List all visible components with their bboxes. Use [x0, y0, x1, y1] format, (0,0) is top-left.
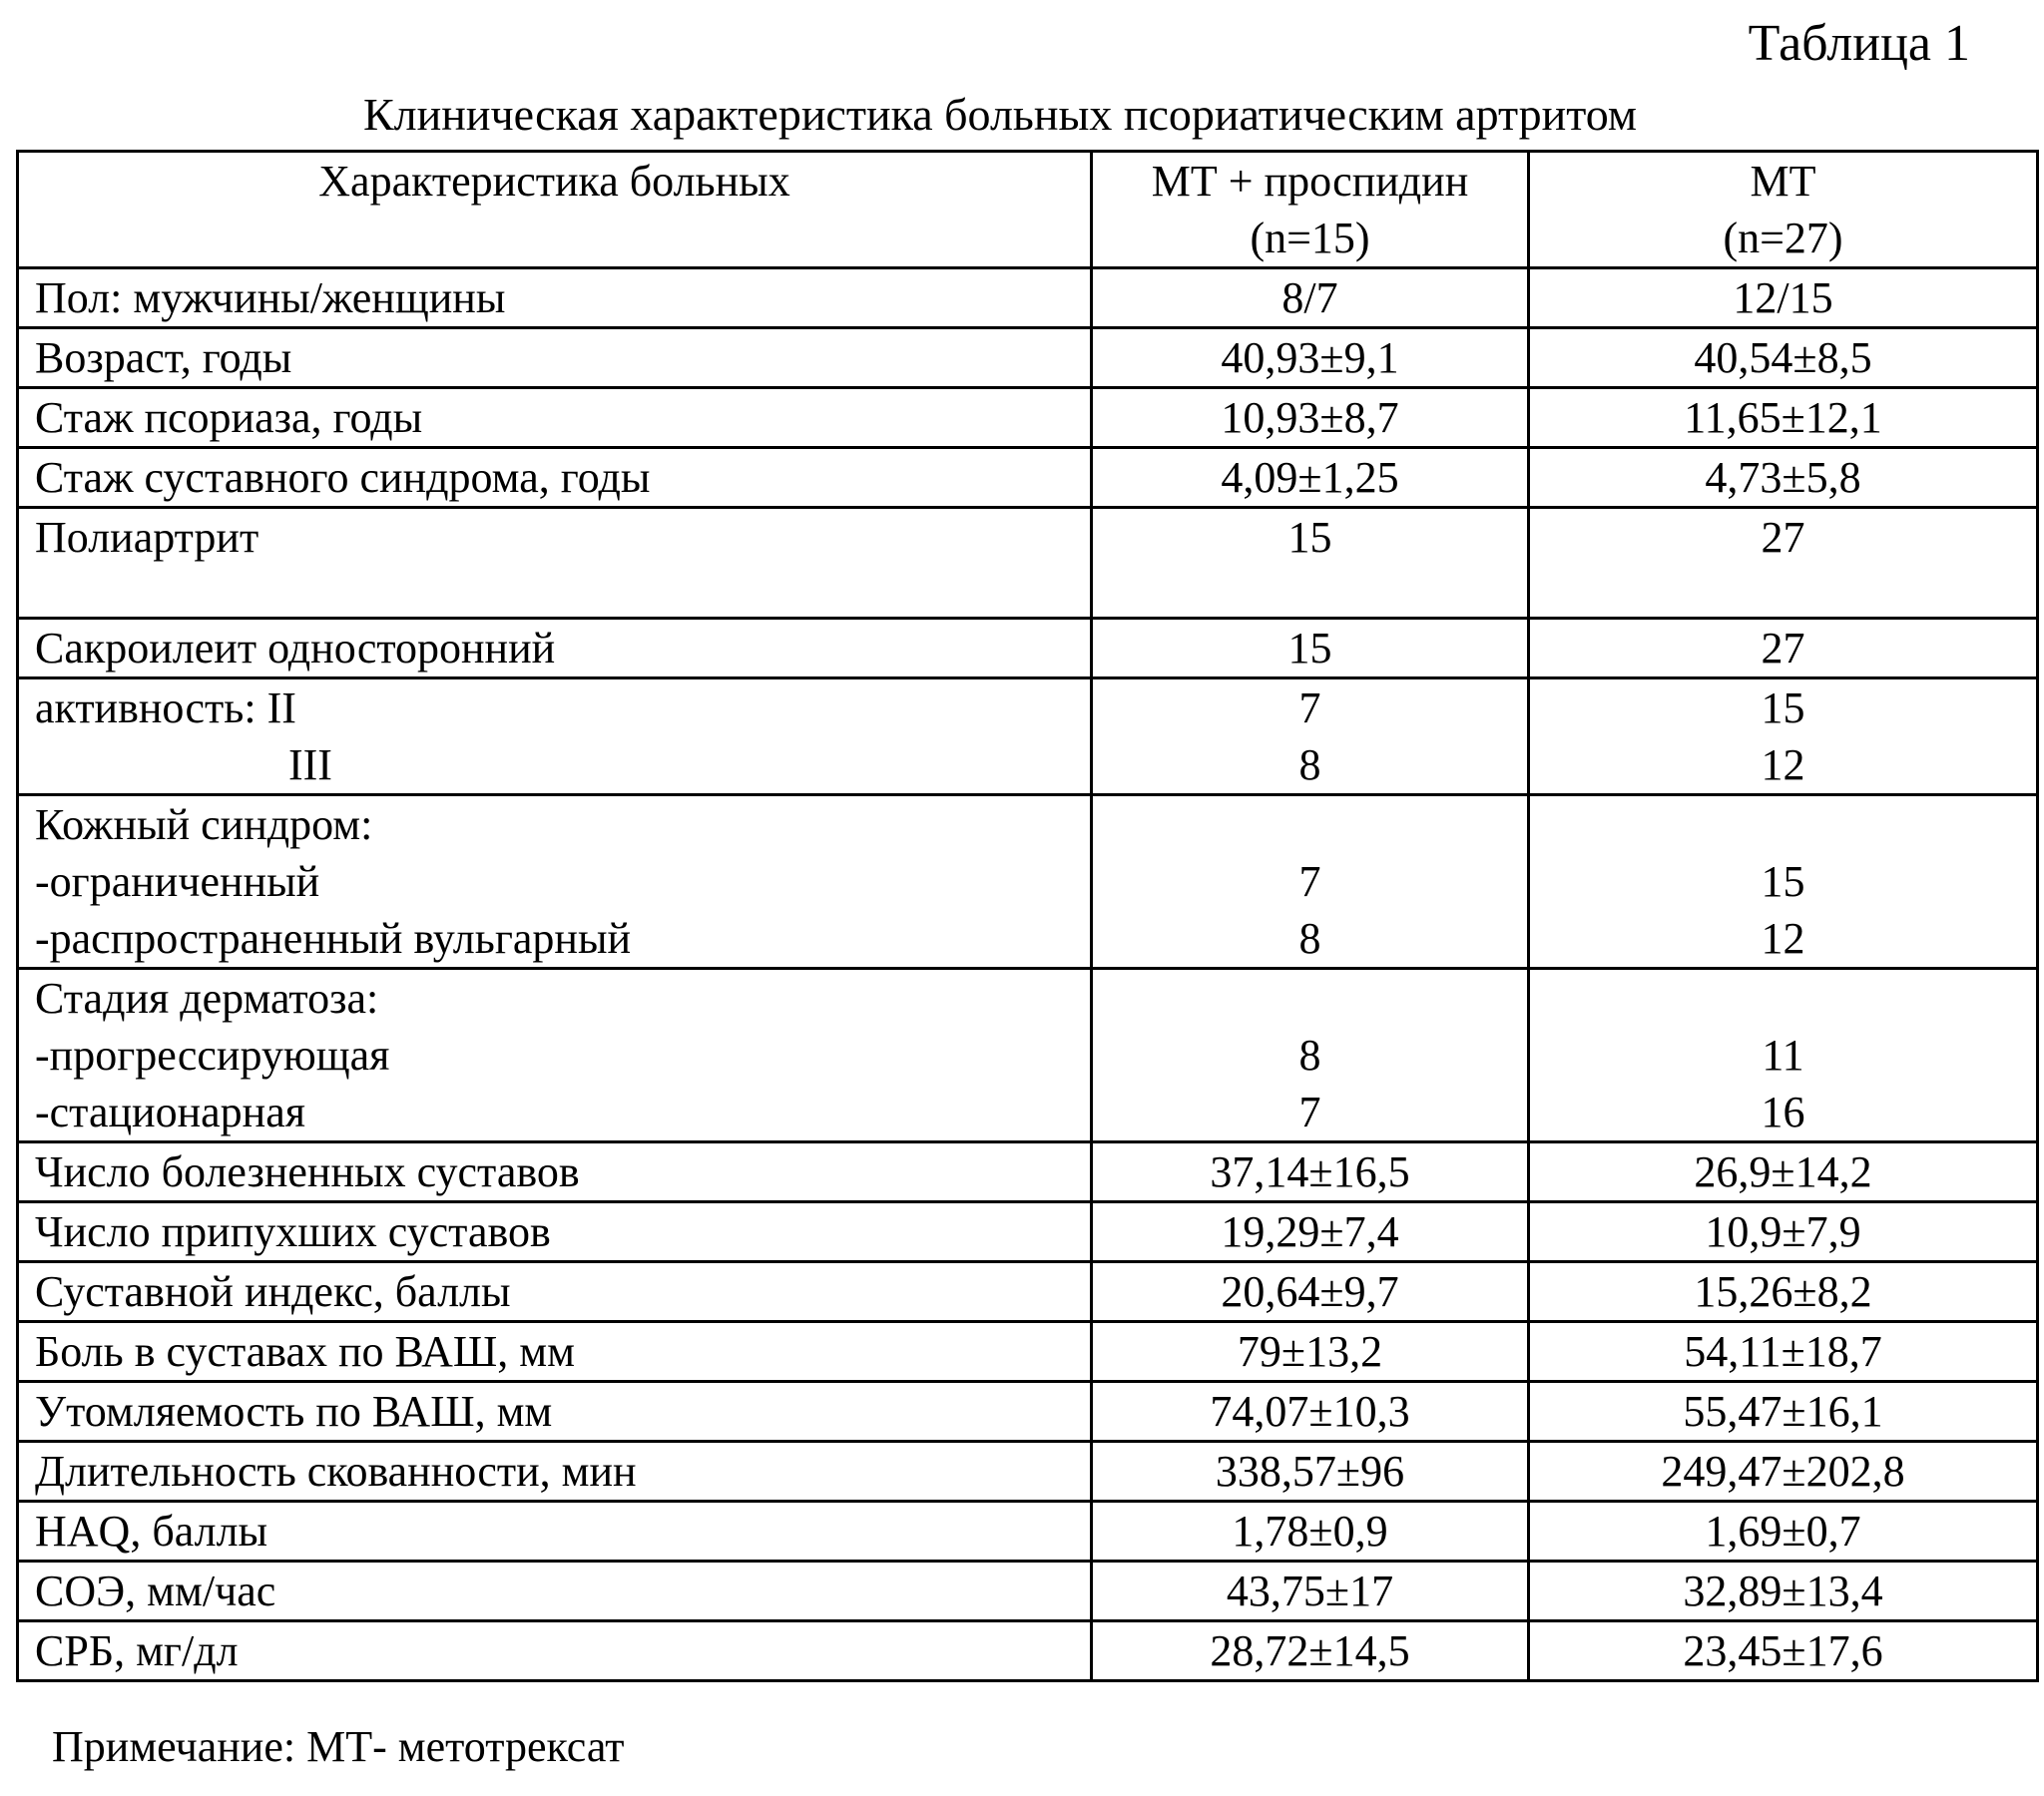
row-label-line: -распространенный вульгарный — [35, 914, 632, 963]
row-value-group2: 55,47±16,1 — [1529, 1382, 2038, 1442]
clinical-characteristics-table — [16, 150, 2039, 1682]
row-value-group2: 23,45±17,6 — [1529, 1621, 2038, 1681]
table-row — [18, 388, 2038, 448]
table-row — [18, 795, 2038, 969]
row-label-line: -стационарная — [35, 1088, 305, 1136]
row-label: Длительность скованности, мин — [18, 1442, 1092, 1502]
row-value-group2: 40,54±8,5 — [1529, 328, 2038, 388]
row-label-line: -ограниченный — [35, 857, 320, 906]
row-label: Суставной индекс, баллы — [18, 1262, 1092, 1322]
row-label: Полиартрит — [18, 508, 1092, 619]
header-group-mt-prospidin: МТ + проспидин (n=15) — [1092, 152, 1529, 268]
table-row — [18, 1382, 2038, 1442]
row-value-group2: 11 16 — [1529, 969, 2038, 1142]
row-value-group1: 8 7 — [1092, 969, 1529, 1142]
row-label: Стаж суставного синдрома, годы — [18, 448, 1092, 508]
row-value-group1: 10,93±8,7 — [1092, 388, 1529, 448]
table-header-row — [18, 152, 2038, 268]
table-row — [18, 1442, 2038, 1502]
row-value-group1: 79±13,2 — [1092, 1322, 1529, 1382]
row-label: Число болезненных суставов — [18, 1142, 1092, 1202]
row-label: СОЭ, мм/час — [18, 1562, 1092, 1621]
row-value-group1: 15 — [1092, 619, 1529, 678]
row-value-group1: 15 — [1092, 508, 1529, 619]
row-value-group1: 37,14±16,5 — [1092, 1142, 1529, 1202]
row-label: СРБ, мг/дл — [18, 1621, 1092, 1681]
table-title: Клиническая характеристика больных псориатическим артритом — [363, 89, 1638, 140]
row-value-group2: 1,69±0,7 — [1529, 1502, 2038, 1562]
row-value-group2: 15,26±8,2 — [1529, 1262, 2038, 1322]
row-label: Стаж псориаза, годы — [18, 388, 1092, 448]
table-note: Примечание: МТ- метотрексат — [52, 1722, 625, 1771]
row-value-group1: 338,57±96 — [1092, 1442, 1529, 1502]
header-group-mt: МТ (n=27) — [1529, 152, 2038, 268]
row-value-group1: 43,75±17 — [1092, 1562, 1529, 1621]
table-row — [18, 1562, 2038, 1621]
row-value-group1: 7 8 — [1092, 678, 1529, 795]
row-value-group2: 10,9±7,9 — [1529, 1202, 2038, 1262]
table-row — [18, 268, 2038, 328]
row-value-group1: 74,07±10,3 — [1092, 1382, 1529, 1442]
row-value-group1: 40,93±9,1 — [1092, 328, 1529, 388]
row-label: Утомляемость по ВАШ, мм — [18, 1382, 1092, 1442]
table-row — [18, 448, 2038, 508]
row-value-group1: 8/7 — [1092, 268, 1529, 328]
row-label-line: Стадия дерматоза: — [35, 974, 379, 1023]
row-label: Число припухших суставов — [18, 1202, 1092, 1262]
row-value-group2: 27 — [1529, 508, 2038, 619]
row-value-group2: 54,11±18,7 — [1529, 1322, 2038, 1382]
row-label: Пол: мужчины/женщины — [18, 268, 1092, 328]
row-value-group2: 15 12 — [1529, 795, 2038, 969]
table-row — [18, 1262, 2038, 1322]
row-value-group2: 27 — [1529, 619, 2038, 678]
row-value-group1: 4,09±1,25 — [1092, 448, 1529, 508]
row-label — [18, 795, 1092, 969]
row-label: HAQ, баллы — [18, 1502, 1092, 1562]
row-label: Сакроилеит односторонний — [18, 619, 1092, 678]
table-row — [18, 1202, 2038, 1262]
row-value-group1: 7 8 — [1092, 795, 1529, 969]
row-label-line: активность: II — [35, 683, 296, 732]
row-value-group2: 4,73±5,8 — [1529, 448, 2038, 508]
table-row — [18, 619, 2038, 678]
row-label-line: -прогрессирующая — [35, 1031, 390, 1080]
table-row — [18, 328, 2038, 388]
row-value-group2: 249,47±202,8 — [1529, 1442, 2038, 1502]
table-row — [18, 1142, 2038, 1202]
row-label: Возраст, годы — [18, 328, 1092, 388]
row-label: Боль в суставах по ВАШ, мм — [18, 1322, 1092, 1382]
table-row — [18, 678, 2038, 795]
table-row — [18, 508, 2038, 619]
table-row — [18, 969, 2038, 1142]
row-value-group1: 1,78±0,9 — [1092, 1502, 1529, 1562]
table-row — [18, 1621, 2038, 1681]
table-row — [18, 1322, 2038, 1382]
row-value-group2: 12/15 — [1529, 268, 2038, 328]
row-label-line: Кожный синдром: — [35, 800, 373, 849]
row-value-group2: 11,65±12,1 — [1529, 388, 2038, 448]
table-row — [18, 1502, 2038, 1562]
table-number: Таблица 1 — [1748, 15, 1970, 72]
row-value-group1: 20,64±9,7 — [1092, 1262, 1529, 1322]
row-value-group1: 28,72±14,5 — [1092, 1621, 1529, 1681]
row-value-group1: 19,29±7,4 — [1092, 1202, 1529, 1262]
row-label — [18, 969, 1092, 1142]
row-value-group2: 26,9±14,2 — [1529, 1142, 2038, 1202]
row-label — [18, 678, 1092, 795]
row-value-group2: 32,89±13,4 — [1529, 1562, 2038, 1621]
row-value-group2: 15 12 — [1529, 678, 2038, 795]
row-label-line: III — [288, 740, 332, 789]
header-characteristic: Характеристика больных — [18, 152, 1092, 268]
